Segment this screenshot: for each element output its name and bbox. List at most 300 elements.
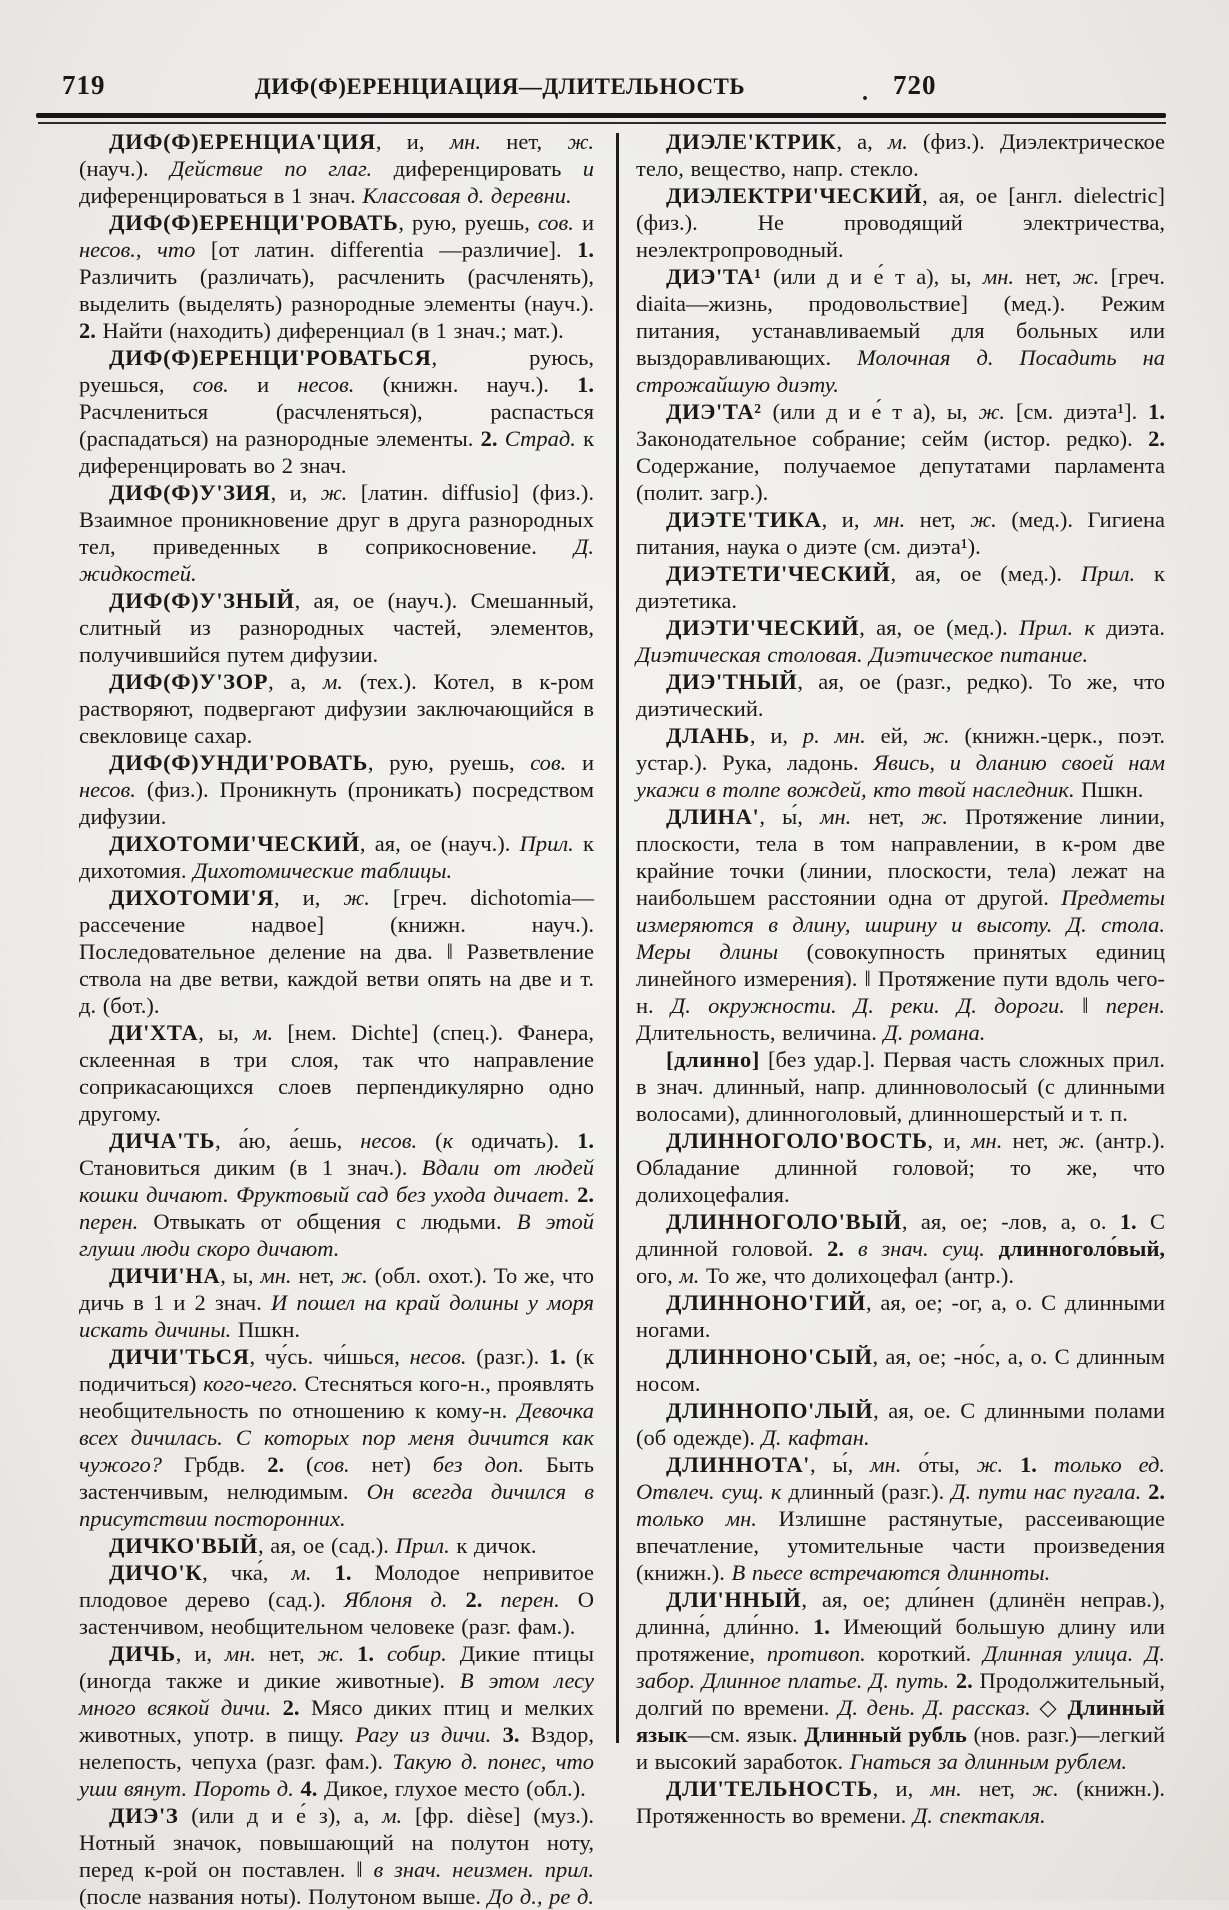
text-run: [нем. Dichte] (спец.). Фанера, склеенная в три слоя, так что направление соприкасающихся слоев перпендикулярно одно другому. [79,1020,595,1126]
text-run: , чу́сь. чи́шься, [249,1344,410,1369]
text-run: , ая, ое (науч.). [359,831,520,856]
text-run: , и, [927,1128,972,1153]
text-run: , рую, руешь, [398,210,538,235]
dictionary-entry [636,182,1165,263]
page-number-right: 720 [893,70,937,100]
text-run [570,1182,577,1207]
text-run: нет, [1002,1128,1059,1153]
italic-run: ж. [1032,1776,1059,1801]
italic-run: м. [887,129,908,154]
dictionary-entry [636,1289,1165,1343]
text-run: (нов. разг.)—легкий и высокий заработок. [636,1722,1166,1774]
italic-run: сов. [530,750,567,775]
left-column [79,128,594,1910]
text-run: Законодательное собрание; сейм (истор. редко). [636,426,1149,451]
italic-run: мн. [260,1263,292,1288]
italic-run: Девочка всех дичилась. С которых пор меня дичится как чужого? [79,1398,594,1477]
headword-or-bold-run: ДИФ(Ф)У'ЗНЫЙ [109,588,295,613]
text-run: (тех.). Котел, в к-ром растворяют, подвергают дифузии заключающийся в свекловице сахар. [79,669,594,748]
text-run: к диференцировать во 2 знач. [79,426,595,478]
italic-run: Прил. [519,831,574,856]
dictionary-entry [636,1343,1165,1397]
text-run: С длинной головой. [636,1209,1165,1261]
text-run: , ая, ое; -ог, а, о. С длинными ногами. [636,1290,1165,1342]
text-run: ей, [865,723,924,748]
italic-run: несов. [409,1344,467,1369]
text-run: короткий. [865,1641,984,1666]
headword-or-bold-run: ДИХОТОМИ'Я [109,885,275,910]
text-run: Расчлениться (расчленяться), распасться (распадаться) на разнородные элементы. [79,399,594,451]
headword-or-bold-run: 1. [577,1128,594,1153]
text-run: Содержание, получаемое депутатами парламента (полит. загр.). [636,453,1165,505]
headword-or-bold-run: ДИЭ'ТА² [666,399,762,424]
italic-run: ж. [343,885,370,910]
italic-run: несов. [79,777,136,802]
text-run: , ы, [198,1020,254,1045]
text-run: То же, что долихоцефал (антр.). [699,1263,1015,1288]
text-run: , чка́, [202,1560,292,1585]
dictionary-entry [636,506,1165,560]
italic-run: Предметы измеряются в длину, ширину и высоту. Д. стола. Меры длины [636,885,1165,964]
text-run: [латин. diffusio] (физ.). Взаимное проникновение друг в друга разнородных тел, приведенных в соприкосновение. [79,480,594,559]
text-run: , ы́, [759,804,821,829]
italic-run: мн. [971,1128,1003,1153]
headword-or-bold-run: Длинный язык [636,1695,1165,1747]
dictionary-entry [636,1127,1165,1208]
italic-run: кого-чего. [203,1371,298,1396]
italic-run: И пошел на край долины у моря искать дичины. [79,1290,595,1342]
headword-or-bold-run: ДЛИННОГОЛО'ВЫЙ [666,1209,902,1234]
headword-or-bold-run: ДИФ(Ф)УНДИ'РОВАТЬ [109,750,368,775]
italic-run: В пьесе встречаются длинноты. [731,1560,1051,1585]
italic-run: ж. [921,804,948,829]
headword-or-bold-run: ДИФ(Ф)ЕРЕНЦИ'РОВАТЬСЯ [109,345,432,370]
italic-run: м. [322,669,343,694]
dictionary-entry [636,1451,1165,1586]
text-run: (или д и е́ т а), ы, [761,264,983,289]
text-run: (книжн.). Протяженность во времени. [636,1776,1165,1828]
dictionary-entry [636,1397,1165,1451]
italic-run: м. [253,1020,274,1045]
dictionary-entry [79,749,594,830]
text-run: и [573,210,594,235]
italic-run: без доп. [432,1452,524,1477]
dictionary-entry [79,884,594,1019]
headword-or-bold-run: ДИФ(Ф)У'ЗИЯ [109,480,271,505]
italic-run: До д., ре д. [487,1884,594,1909]
italic-run: ж. [923,723,950,748]
text-run: (физ.). Диэлектрическое тело, вещество, напр. стекло. [636,129,1165,181]
headword-or-bold-run: 2. [1148,426,1165,451]
text-run: —см. язык. [687,1722,805,1747]
italic-run: Молочная д. Посадить на строжайшую диэту. [636,345,1165,397]
text-run: ( [417,1128,443,1153]
italic-run: Д. жидкостей. [79,534,594,586]
headword-or-bold-run: ДЛИ'ННЫЙ [666,1587,802,1612]
headword-or-bold-run: ДИФ(Ф)У'ЗОР [109,669,269,694]
text-run [482,1587,500,1612]
text-run: (разг.). [466,1344,549,1369]
text-run: Дикие птицы (иногда также и дикие животные). [79,1641,595,1693]
headword-or-bold-run: ДИЧИ'НА [109,1263,221,1288]
text-run: ого, [636,1263,680,1288]
italic-run: В этой глуши люди скоро дичают. [79,1209,594,1261]
text-run: Протяжение линии, плоскости, тела в том направлении, в к-ром две крайние точки (линии, плоскости, тела) лежат на наибольшем расстоянии одна от другой. [636,804,1165,910]
ink-speck: . [862,80,868,106]
text-run: , и, [175,1641,225,1666]
text-run: Отвыкать от общения с людьми. [138,1209,517,1234]
text-run: Найти (находить) диференциал (в 1 знач.; мат.). [95,318,564,343]
headword-or-bold-run: 1. [1020,1452,1037,1477]
text-run: нет, [961,1776,1033,1801]
italic-run: и [582,156,594,181]
dictionary-entry [79,128,594,209]
italic-run: ж. [567,129,594,154]
text-run: ◇ [1030,1695,1068,1720]
text-run: , а, [836,129,888,154]
headword-or-bold-run: 1. [1119,1209,1137,1234]
header-rule-thick [36,113,1166,118]
dictionary-entry [636,1775,1165,1829]
italic-run: Д. романа. [883,1020,986,1045]
italic-run: Гнаться за длинным рублем. [849,1749,1127,1774]
text-run: , ы́, [810,1452,871,1477]
headword-or-bold-run: ДИЭ'ТНЫЙ [666,669,798,694]
headword-or-bold-run: 1. [577,237,595,262]
headword-or-bold-run: Длинный рубль [804,1722,967,1747]
dictionary-entry [79,479,594,587]
dictionary-entry [79,1640,594,1802]
italic-run: ж. [1058,1128,1086,1153]
headword-or-bold-run: ДИЧА'ТЬ [109,1128,216,1153]
text-run [271,1695,283,1720]
headword-or-bold-run: ДИФ(Ф)ЕРЕНЦИ'РОВАТЬ [109,210,399,235]
headword-or-bold-run: 1. [1148,399,1165,424]
text-run: Излишне растянутые, рассеивающие впечатление, утомительные части произведения (книжн.). [636,1506,1165,1585]
headword-or-bold-run: 2. [480,426,498,451]
text-run [1003,1452,1020,1477]
text-run: (мед.). Гигиена питания, наука о диэте (см. диэта¹). [636,507,1166,559]
headword-or-bold-run: ДЛИННОПО'ЛЫЙ [666,1398,874,1423]
headword-or-bold-run: ДИЭ'З [109,1803,179,1828]
text-run: , ая, ое; -но́с, а, о. С длинным носом. [636,1344,1165,1396]
text-run: (к подичиться) [79,1344,594,1396]
text-run [985,1236,999,1261]
headword-or-bold-run: 2. [955,1668,973,1693]
text-run: О застенчивом, необщительном человеке (разг. фам.). [79,1587,594,1639]
italic-run: Прил. [1080,561,1136,586]
headword-or-bold-run: ДЛИННОНО'СЫЙ [666,1344,873,1369]
italic-run: несов. [360,1128,418,1153]
italic-run: Яблоня д. [343,1587,448,1612]
page-title: ДИФ(Ф)ЕРЕНЦИАЦИЯ—ДЛИТЕЛЬНОСТЬ [254,74,746,99]
headword-or-bold-run: 3. [502,1722,520,1747]
dictionary-entry [79,209,594,344]
text-run [498,426,505,451]
text-run: , и, [821,507,875,532]
text-run: [греч. dichotomia— рассечение надвое] (книжн. науч.). Последовательное деление на два. ‖ Разветвление ствола на две ветви, каждой ветви опять на две и т. д. (бот.). [79,885,594,1018]
text-run: , ая, ое; -лов, а, о. [901,1209,1120,1234]
text-run: , ая, ое [англ. dielectric] (физ.). Не проводящий электричества, неэлектропроводный. [636,183,1165,262]
text-run: [без удар.]. Первая часть сложных прил. в знач. длинный, напр. длинноволосый (с длинными волосами), длинноголовый, длинношерстый и т. п. [636,1047,1165,1126]
italic-run: ж. [320,480,348,505]
italic-run: Диэтическая столовая. Диэтическое питание. [636,642,1089,667]
text-run: , ая, ое; дли́нен (длинён неправ.), длинна́, дли́нно. [636,1587,1165,1639]
text-run: нет, [291,1263,342,1288]
text-run: одичать). [453,1128,578,1153]
italic-run: Д. пути нас пугала. [951,1479,1142,1504]
headword-or-bold-run: ДИЭТЕТИ'ЧЕСКИЙ [666,561,891,586]
text-run: , а́ю, а́ешь, [215,1128,361,1153]
headword-or-bold-run: [длинно] [666,1047,760,1072]
italic-run: собир. [386,1641,447,1666]
italic-run: мн. [870,1452,902,1477]
text-run: диэта. [1094,615,1165,640]
headword-or-bold-run: 1. [548,1344,566,1369]
text-run: , а, [268,669,323,694]
dictionary-entry [636,803,1165,1046]
italic-run: Такую д. понес, что уши вянут. Пороть д. [79,1749,595,1801]
text-run: (совокупность принятых единиц линейного измерения). ‖ Протяжение пути вдоль чего-н. [636,939,1165,1018]
text-run: , и, [270,480,321,505]
italic-run: Прил. [395,1533,450,1558]
italic-run: Классовая д. деревни. [362,183,572,208]
text-run: , ая, ое (разг., редко). То же, что диэтический. [636,669,1165,721]
headword-or-bold-run: ДЛИНА' [666,804,760,829]
headword-or-bold-run: ДИЭ'ТА¹ [666,264,762,289]
headword-or-bold-run: ДЛИ'ТЕЛЬНОСТЬ [666,1776,873,1801]
dictionary-entry [636,560,1165,614]
italic-run: противоп. [766,1641,866,1666]
italic-run: ж. [978,399,1006,424]
text-run: Длительность, величина. [636,1020,884,1045]
text-run: , и, [274,885,344,910]
text-run: нет, [1014,264,1073,289]
headword-or-bold-run: ДЛАНЬ [666,723,750,748]
headword-or-bold-run: ДИЧО'К [109,1560,203,1585]
dictionary-entry [79,1343,594,1532]
italic-run: мн. [224,1641,257,1666]
text-run: (книжн. науч.). [354,372,578,397]
text-run: (или д и е́ з), а, [178,1803,383,1828]
right-column [636,128,1165,1829]
headword-or-bold-run: 2. [282,1695,300,1720]
text-run: к диэтетика. [636,561,1165,613]
text-run: , рую, руешь, [367,750,531,775]
italic-run: В этом лесу много всякой дичи. [79,1668,595,1720]
text-run [448,1587,466,1612]
text-run: [см. диэта¹]. [1005,399,1149,424]
italic-run: Д. день. Д. рассказ. [838,1695,1031,1720]
text-run: Имеющий большую длину или протяжение, [636,1614,1165,1666]
dictionary-entry [79,1262,594,1343]
text-run: , руюсь, руешься, [79,345,594,397]
text-run [491,1722,502,1747]
text-run: [фр. dièse] (муз.). Нотный значок, повышающий на полутон ноту, перед к-рой он поставлен. ‖ [79,1803,594,1882]
text-run: Становиться диким (в 1 знач.). [79,1155,422,1180]
text-run: [греч. diaita—жизнь, продовольствие] (мед.). Режим питания, устанавливаемый для больных или выздоравливающих. [636,264,1166,370]
headword-or-bold-run: 1. [813,1614,830,1639]
headword-or-bold-run: длинноголо́вый, [998,1236,1166,1261]
headword-or-bold-run: 2. [827,1236,845,1261]
text-run: , и, [375,129,450,154]
dictionary-entry [636,1586,1165,1775]
italic-run: перен. [79,1209,139,1234]
text-run: , ая, ое (сад.). [258,1533,396,1558]
italic-run: несов., что [79,237,196,262]
headword-or-bold-run: 2. [267,1452,285,1477]
text-run: о́ты, [901,1452,977,1477]
text-run: , ая, ое (мед.). [859,615,1019,640]
italic-run: мн. [874,507,906,532]
dictionary-entry [636,263,1165,398]
dictionary-entry [79,1532,594,1559]
headword-or-bold-run: ДЛИННОНО'ГИЙ [666,1290,867,1315]
text-run: и [228,372,298,397]
italic-run: ж. [1072,264,1100,289]
text-run: нет, [851,804,922,829]
headword-or-bold-run: ДИЭТИ'ЧЕСКИЙ [666,615,860,640]
italic-run: Дихотомические таблицы. [193,858,453,883]
text-run: Различить (различать), расчленить (расчленять), выделить (выделять) разнородные элементы (науч.). [79,264,594,316]
text-run: Вздор, нелепость, чепуха (разг. фам.). [79,1722,594,1774]
dictionary-entry [79,1559,594,1640]
headword-or-bold-run: 2. [79,318,96,343]
text-run: (физ.). Проникнуть (проникать) посредством дифузии. [79,777,594,829]
text-run: к дихотомия. [79,831,594,883]
text-run: , и, [749,723,803,748]
italic-run: ж. [970,507,997,532]
text-run: ( [284,1452,314,1477]
italic-run: в знач. сущ. [857,1236,985,1261]
italic-run: Д. спектакля. [912,1803,1046,1828]
headword-or-bold-run: 2. [465,1587,483,1612]
text-run: (или д и е́ т а), ы, [761,399,979,424]
headword-or-bold-run: 2. [577,1182,594,1207]
text-run: диференцироваться в 1 знач. [79,183,363,208]
text-run: длинный (разг.). [781,1479,952,1504]
italic-run: сов. [313,1452,350,1477]
text-run: (после названия ноты). Полутоном выше. [79,1884,488,1909]
italic-run: только мн. [636,1506,757,1531]
italic-run: м. [382,1803,403,1828]
text-run: ‖ [1064,993,1106,1018]
italic-run: Явись, и дланию своей нам укажи в толпе вождей, кто твой наследник. [636,750,1165,802]
dictionary-entry [636,398,1165,506]
text-run: Грбдв. [162,1452,268,1477]
headword-or-bold-run: ДЛИННОГОЛО'ВОСТЬ [666,1128,928,1153]
dictionary-entry [79,344,594,479]
headword-or-bold-run: ДИЭЛЕ'КТРИК [666,129,837,154]
italic-run: Длинная улица. Д. забор. Длинное платье. Д. путь. [636,1641,1165,1693]
text-run: (обл. охот.). То же, что дичь в 1 и 2 знач. [79,1263,594,1315]
headword-or-bold-run: ДИХОТОМИ'ЧЕСКИЙ [109,831,360,856]
text-run [949,1668,956,1693]
italic-run: в знач. неизмен. прил. [373,1857,594,1882]
text-run: (книжн.-церк., поэт. устар.). Рука, ладонь. [636,723,1165,775]
headword-or-bold-run: ДИЭТЕ'ТИКА [666,507,822,532]
italic-run: перен. [500,1587,560,1612]
text-run [344,1641,357,1666]
italic-run: Рагу из дичи. [355,1722,492,1747]
dictionary-entry [79,1019,594,1127]
dictionary-entry [636,128,1165,182]
text-run: , ая, ое (мед.). [890,561,1081,586]
italic-run: мн. [930,1776,962,1801]
headword-or-bold-run: ДЛИННОТА' [666,1452,811,1477]
italic-run: ж. [976,1452,1004,1477]
italic-run: ж. [341,1263,368,1288]
dictionary-entry [79,668,594,749]
italic-run: мн. [449,129,481,154]
column-divider [616,133,619,1743]
italic-run: Страд. [504,426,576,451]
headword-or-bold-run: ДИЧЬ [109,1641,176,1666]
italic-run: Он всегда дичился в присутствии посторонних. [79,1479,594,1531]
italic-run: мн. [820,804,852,829]
text-run: Мясо диких птиц и мелких животных, употр. в пищу. [79,1695,595,1747]
italic-run: несов. [297,372,355,397]
text-run: диференцировать [372,156,583,181]
text-run: Быть застенчивым, нелюдимым. [79,1452,594,1504]
text-run: нет, [905,507,971,532]
text-run: , ы, [220,1263,261,1288]
text-run [312,1560,335,1585]
text-run: (науч.). [79,156,171,181]
italic-run: Вдали от людей кошки дичают. Фруктовый сад без ухода дичает. [79,1155,594,1207]
dictionary-entry [636,722,1165,803]
headword-or-bold-run: 1. [334,1560,352,1585]
text-run: Пшкн. [231,1317,301,1342]
italic-run: Д. окружности. Д. реки. Д. дороги. [670,993,1065,1018]
italic-run: перен. [1105,993,1165,1018]
dictionary-entry [636,1046,1165,1127]
italic-run: сов. [537,210,574,235]
dictionary-entry [79,830,594,884]
dictionary-entry [636,668,1165,722]
dictionary-entry [636,614,1165,668]
dictionary-entry [79,1802,594,1910]
text-run [1037,1452,1054,1477]
italic-run: мн. [982,264,1015,289]
dictionary-entry [79,587,594,668]
text-run: , и, [872,1776,931,1801]
text-run [374,1641,387,1666]
italic-run: м. [679,1263,700,1288]
italic-run: только ед. Отвлеч. сущ. к [636,1452,1166,1504]
headword-or-bold-run: 1. [577,372,594,397]
headword-or-bold-run: ДИЧИ'ТЬСЯ [109,1344,250,1369]
text-run: (антр.). Обладание длинной головой; то же, что долихоцефалия. [636,1128,1165,1207]
italic-run: к [442,1128,454,1153]
text-run: , ая, ое (науч.). Смешанный, слитный из разнородных частей, элементов, получившийся путем дифузии. [79,588,594,667]
text-run: Стесняться кого-н., проявлять необщительность по отношению к кому-н. [79,1371,594,1423]
italic-run: сов. [192,372,229,397]
italic-run: м. [291,1560,312,1585]
dictionary-entry [636,1208,1165,1289]
text-run: и [566,750,594,775]
text-run [844,1236,858,1261]
headword-or-bold-run: ДИФ(Ф)ЕРЕНЦИА'ЦИЯ [109,129,376,154]
italic-run: Прил. к [1018,615,1095,640]
headword-or-bold-run: ДИЧКО'ВЫЙ [109,1533,259,1558]
text-run: Продолжительный, долгий по времени. [636,1668,1165,1720]
page-number-left: 719 [62,70,106,100]
text-run: Пшкн. [1074,777,1144,802]
headword-or-bold-run: ДИ'ХТА [109,1020,199,1045]
text-run: нет, [480,129,568,154]
text-run: к дичок. [449,1533,537,1558]
